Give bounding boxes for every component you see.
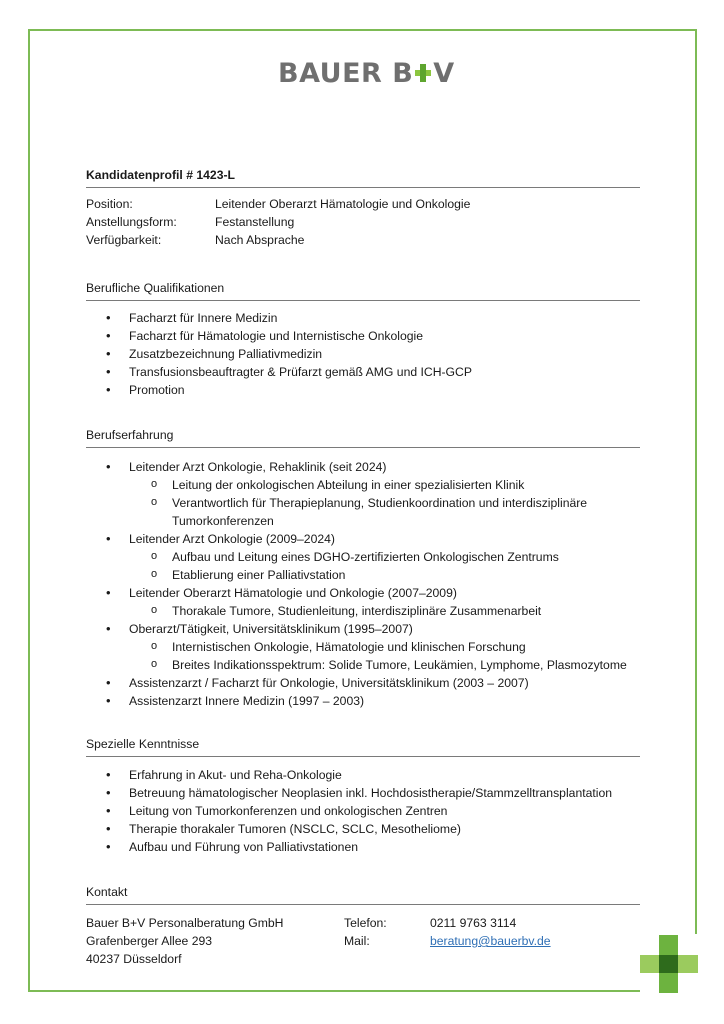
experience-sublist <box>129 602 646 620</box>
contact-city: 40237 Düsseldorf <box>86 952 182 966</box>
field-label: Verfügbarkeit: <box>86 233 162 247</box>
phone-label: Telefon: <box>344 916 387 930</box>
experience-item <box>86 584 646 620</box>
mail-link[interactable]: beratung@bauerbv.de <box>430 934 551 948</box>
experience-label: Assistenzarzt / Facharzt für Onkologie, Universitätsklinikum (2003 – 2007) <box>129 676 529 690</box>
contact-title: Kontakt <box>86 885 640 905</box>
field-value: Festanstellung <box>215 215 295 229</box>
frame-border-left <box>28 29 30 992</box>
phone-number: 0211 9763 3114 <box>430 916 517 930</box>
field-value: Leitender Oberarzt Hämatologie und Onkologie <box>215 197 471 211</box>
logo-plus-icon <box>415 64 431 82</box>
experience-label: Oberarzt/Tätigkeit, Universitätsklinikum (1995–2007) <box>129 622 413 636</box>
field-label: Position: <box>86 197 133 211</box>
sub-item: o Aufbau und Leitung eines DGHO-zertifizierten Onkologischen Zentrums <box>129 548 646 566</box>
experience-label: Leitender Arzt Onkologie, Rehaklinik (seit 2024) <box>129 460 387 474</box>
list-item: • Zusatzbezeichnung Palliativmedizin <box>86 345 646 363</box>
list-item: • Therapie thorakaler Tumoren (NSCLC, SCLC, Mesotheliome) <box>86 820 646 838</box>
qualifications-list <box>86 309 646 399</box>
sub-item: o Verantwortlich für Therapieplanung, Studienkoordination und interdisziplinäre Tumorkonferenzen <box>129 494 646 530</box>
mail-label: Mail: <box>344 934 370 948</box>
skills-title: Spezielle Kenntnisse <box>86 737 640 757</box>
qualifications-title: Berufliche Qualifikationen <box>86 281 640 301</box>
list-item: • Leitung von Tumorkonferenzen und onkologischen Zentren <box>86 802 646 820</box>
decorative-plus-icon <box>640 935 698 993</box>
sub-item: o Leitung der onkologischen Abteilung in einer spezialisierten Klinik <box>129 476 646 494</box>
sub-item: o Etablierung einer Palliativstation <box>129 566 646 584</box>
field-availability <box>86 231 640 249</box>
field-value: Nach Absprache <box>215 233 305 247</box>
sub-item: o Thorakale Tumore, Studienleitung, interdisziplinäre Zusammenarbeit <box>129 602 646 620</box>
field-employment-type <box>86 213 640 231</box>
experience-list <box>86 458 646 710</box>
company-logo <box>278 55 455 91</box>
experience-item <box>86 458 646 530</box>
list-item: • Aufbau und Führung von Palliativstationen <box>86 838 646 856</box>
experience-item <box>86 692 646 710</box>
experience-item <box>86 674 646 692</box>
experience-item <box>86 530 646 584</box>
list-item: • Betreuung hämatologischer Neoplasien inkl. Hochdosistherapie/Stammzelltransplantation <box>86 784 646 802</box>
contact-values <box>430 914 551 950</box>
logo-text-right: V <box>433 57 455 89</box>
sub-item: o Internistischen Onkologie, Hämatologie und klinischen Forschung <box>129 638 646 656</box>
list-item: • Transfusionsbeauftragter & Prüfarzt gemäß AMG und ICH-GCP <box>86 363 646 381</box>
list-item: • Erfahrung in Akut- und Reha-Onkologie <box>86 766 646 784</box>
experience-sublist <box>129 638 646 674</box>
experience-item <box>86 620 646 674</box>
frame-border-right <box>695 29 697 934</box>
frame-border-top <box>28 29 697 31</box>
experience-label: Leitender Arzt Onkologie (2009–2024) <box>129 532 335 546</box>
sub-item: o Breites Indikationsspektrum: Solide Tumore, Leukämien, Lymphome, Plasmozytome <box>129 656 646 674</box>
experience-title: Berufserfahrung <box>86 428 640 448</box>
experience-sublist <box>129 476 646 530</box>
frame-border-bottom <box>28 990 640 992</box>
skills-list <box>86 766 646 856</box>
contact-labels <box>344 914 387 950</box>
logo-text-left: BAUER B <box>278 57 414 89</box>
field-position <box>86 195 640 213</box>
field-label: Anstellungsform: <box>86 215 177 229</box>
contact-street: Grafenberger Allee 293 <box>86 934 213 948</box>
contact-address <box>86 914 283 968</box>
experience-sublist <box>129 548 646 584</box>
profile-fields <box>86 195 640 249</box>
experience-label: Assistenzarzt Innere Medizin (1997 – 2003) <box>129 694 365 708</box>
profile-title: Kandidatenprofil # 1423-L <box>86 168 640 188</box>
experience-label: Leitender Oberarzt Hämatologie und Onkologie (2007–2009) <box>129 586 457 600</box>
list-item: • Facharzt für Hämatologie und Internistische Onkologie <box>86 327 646 345</box>
list-item: • Facharzt für Innere Medizin <box>86 309 646 327</box>
list-item: • Promotion <box>86 381 646 399</box>
contact-company: Bauer B+V Personalberatung GmbH <box>86 916 284 930</box>
